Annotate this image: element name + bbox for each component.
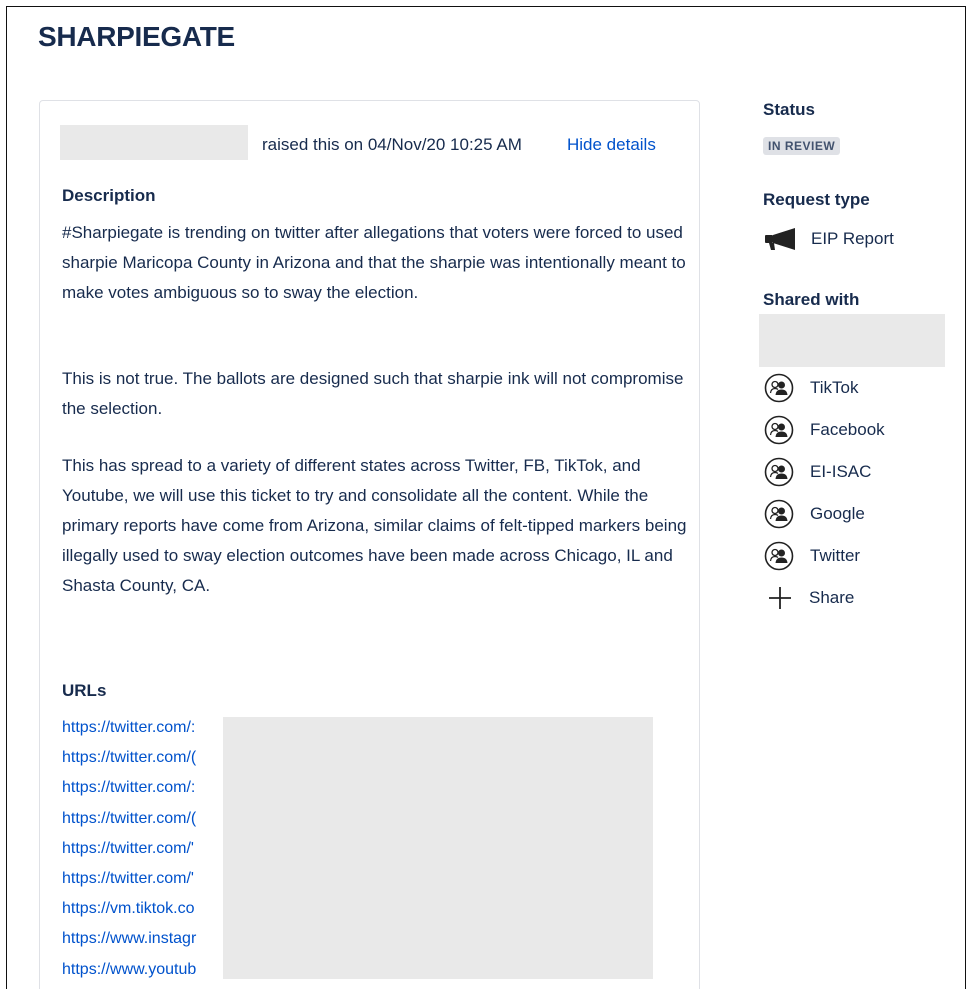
organization-icon — [764, 541, 794, 571]
shared-org-label: Twitter — [810, 546, 861, 565]
description-heading: Description — [62, 186, 156, 205]
shared-org-label: EI-ISAC — [810, 462, 872, 481]
organization-icon — [764, 499, 794, 529]
request-type-label: EIP Report — [811, 229, 894, 248]
plus-icon — [767, 585, 793, 611]
request-details-card — [39, 100, 700, 989]
shared-org-twitter[interactable] — [764, 541, 860, 571]
shared-with-heading: Shared with — [763, 290, 860, 309]
shared-org-facebook[interactable] — [764, 415, 885, 445]
organization-icon — [764, 457, 794, 487]
url-link[interactable]: https://vm.tiktok.co — [62, 900, 195, 918]
share-label: Share — [809, 588, 855, 607]
shared-org-ei-isac[interactable] — [764, 457, 871, 487]
raised-timestamp: raised this on 04/Nov/20 10:25 AM — [262, 135, 522, 154]
urls-heading: URLs — [62, 681, 107, 700]
url-link[interactable]: https://twitter.com/' — [62, 839, 194, 857]
url-link[interactable]: https://www.instagr — [62, 930, 197, 948]
status-heading: Status — [763, 100, 815, 119]
shared-org-label: Google — [810, 504, 865, 523]
request-page — [6, 6, 966, 989]
request-type-heading: Request type — [763, 190, 870, 209]
page-title: SHARPIEGATE — [38, 21, 235, 52]
request-type — [763, 227, 894, 251]
redacted-url-block — [223, 717, 653, 979]
url-link[interactable]: https://twitter.com/' — [62, 870, 194, 888]
description-paragraph: #Sharpiegate is trending on twitter after allegations that voters were forced to used sharpie Maricopa County in Arizona and that the sharpie was intentionally meant to make votes ambiguous so to sway the election. — [62, 223, 686, 302]
url-link[interactable]: https://twitter.com/( — [62, 809, 197, 827]
hide-details-link[interactable]: Hide details — [567, 135, 656, 154]
url-list — [62, 713, 196, 985]
url-link[interactable]: https://twitter.com/: — [62, 779, 196, 797]
shared-org-google[interactable] — [764, 499, 865, 529]
share-button[interactable] — [767, 585, 854, 611]
redacted-reporter-name — [60, 125, 248, 160]
description-paragraph: This has spread to a variety of different states across Twitter, FB, TikTok, and Youtube, we will use this ticket to try and consolidate all the content. While the primary reports have come from Arizona, similar claims of felt-tipped markers being illegally used to sway election outcomes have been made across Chicago, IL and Shasta County, CA. — [62, 456, 687, 595]
organization-icon — [764, 415, 794, 445]
url-link[interactable]: https://www.youtub — [62, 960, 197, 978]
url-link[interactable]: https://twitter.com/: — [62, 719, 196, 736]
shared-org-tiktok[interactable] — [764, 373, 859, 403]
redacted-shared-user — [759, 314, 945, 367]
status-badge[interactable]: IN REVIEW — [763, 137, 840, 155]
url-link[interactable]: https://twitter.com/( — [62, 749, 197, 767]
shared-org-label: Facebook — [810, 420, 885, 439]
shared-org-label: TikTok — [810, 378, 859, 397]
description-paragraph: This is not true. The ballots are designed such that sharpie ink will not compromise the selection. — [62, 369, 684, 418]
megaphone-icon — [763, 227, 797, 251]
organization-icon — [764, 373, 794, 403]
